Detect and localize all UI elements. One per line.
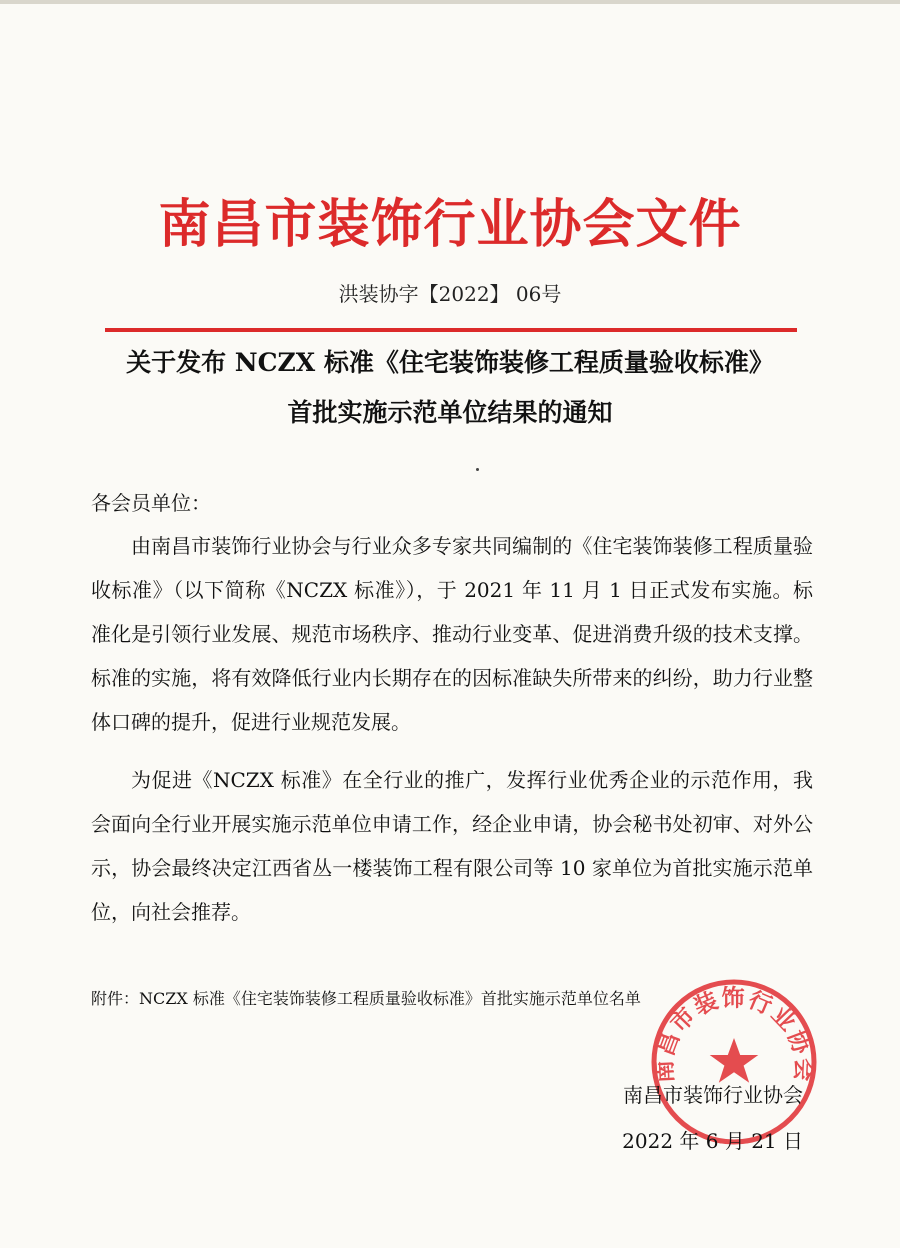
body-paragraph-1: 由南昌市装饰行业协会与行业众多专家共同编制的《住宅装饰装修工程质量验收标准》（以下简称《NCZX 标准》），于 2021 年 11 月 1 日正式发布实施。标准化是引领行业发展、规范市场秩序、推动行业变革、促进消费升级的技术支撑。标准的实施，将有效降低行业内长期存在的因标准缺失所带来的纠纷，助力行业整体口碑的提升，促进行业规范发展。: [91, 534, 813, 734]
seal-star-icon: [710, 1038, 759, 1083]
document-header-title: 南昌市装饰行业协会文件: [158, 195, 742, 255]
body-paragraph-2: 为促进《NCZX 标准》在全行业的推广，发挥行业优秀企业的示范作用，我会面向全行业开展实施示范单位申请工作，经企业申请，协会秘书处初审、对外公示，协会最终决定江西省丛一楼装饰工程有限公司等 10 家单位为首批实施示范单位，向社会推荐。: [91, 768, 813, 924]
issue-date: 2022 年 6 月 21 日: [622, 1129, 803, 1153]
red-divider-line: [105, 328, 797, 332]
salutation: 各会员单位：: [91, 491, 211, 515]
attachment-note: 附件：NCZX 标准《住宅装饰装修工程质量验收标准》首批实施示范单位名单: [91, 989, 641, 1008]
notice-title-line-2: 首批实施示范单位结果的通知: [287, 398, 613, 427]
issuing-organization: 南昌市装饰行业协会: [623, 1083, 803, 1107]
notice-title-line-1: 关于发布 NCZX 标准《住宅装饰装修工程质量验收标准》: [126, 348, 774, 377]
decorative-dot: [476, 468, 479, 471]
document-number: 洪装协字【2022】 06号: [338, 282, 562, 306]
official-seal-stamp: [648, 976, 820, 1148]
seal-text: 南昌市装饰行业协会: [651, 985, 817, 1084]
